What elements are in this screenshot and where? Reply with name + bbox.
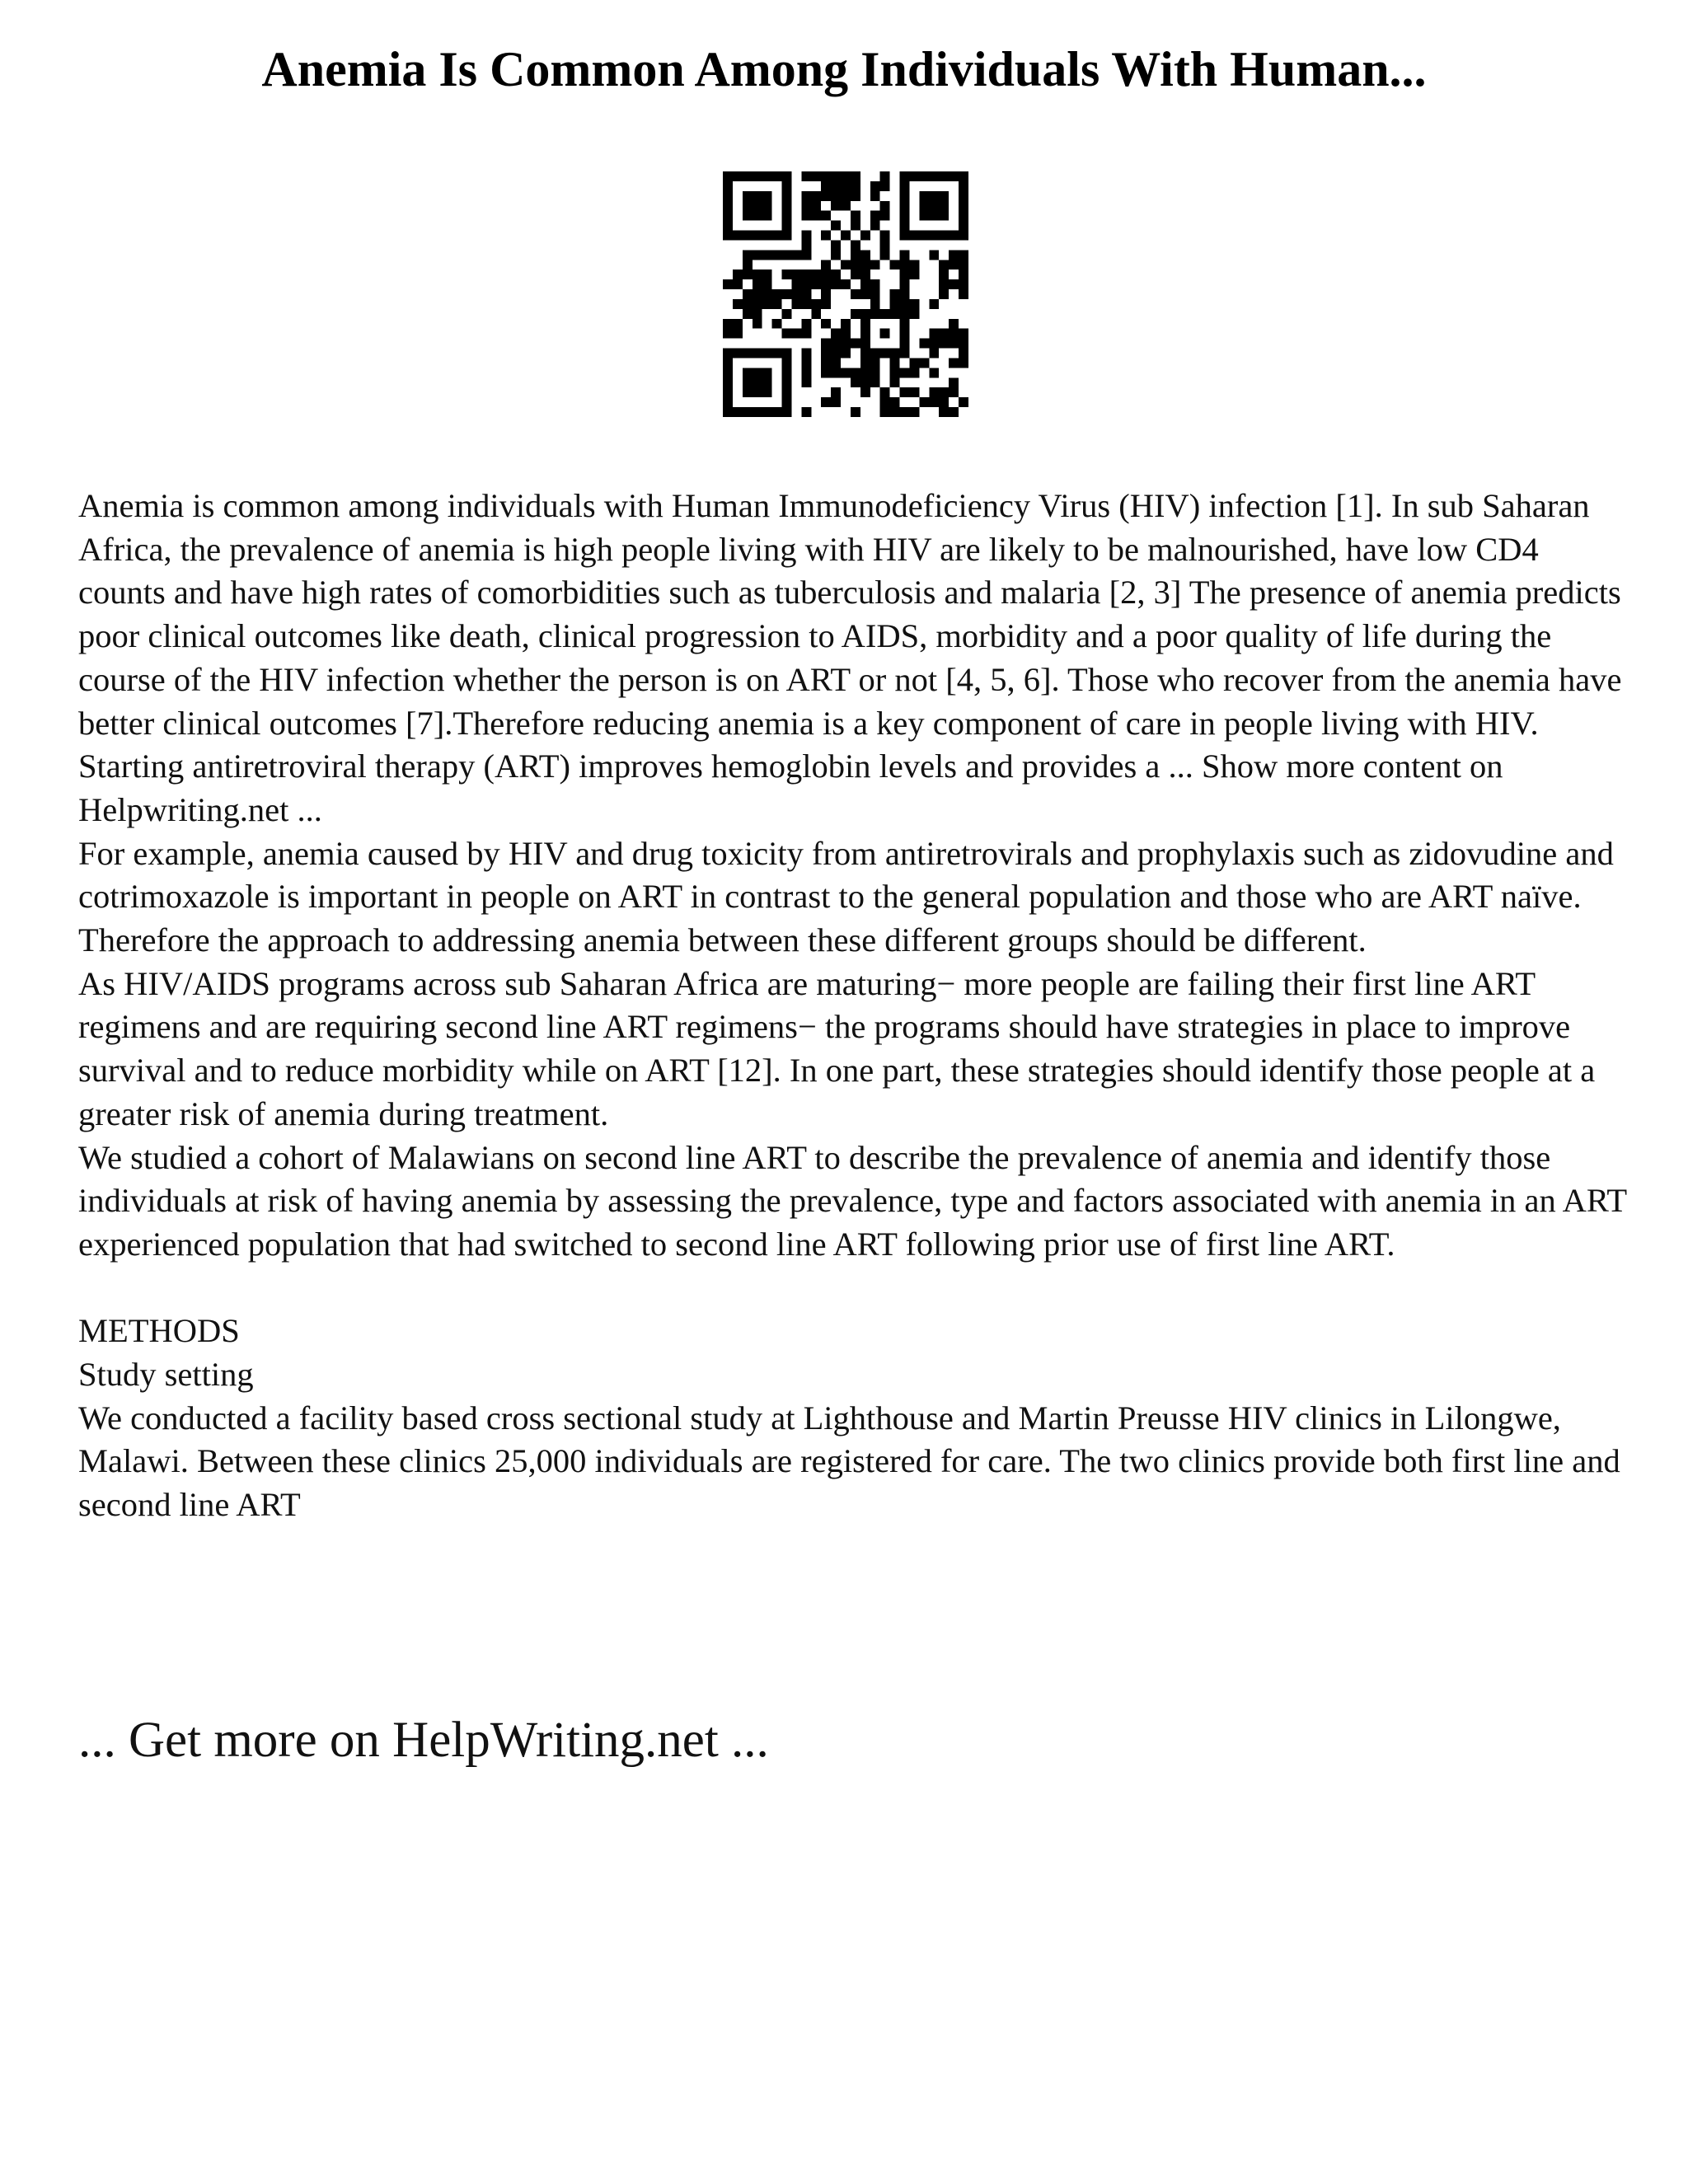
- paragraph-programs: As HIV/AIDS programs across sub Saharan Africa are maturing− more people are failing their first line ART regimens and are requiring second line ART regimens− the programs should have strategies in place to improve survival and to reduce morbidity while on ART [12]. In one part, these strategies should identify those people at a greater risk of anemia during treatment.: [78, 964, 1596, 1132]
- paragraph-cohort: We studied a cohort of Malawians on second line ART to describe the prevalence of anemia and identify those individuals at risk of having anemia by assessing the prevalence, type and factors associated with anemia in an ART experienced population that had switched to second line ART following prior use of first line ART.: [78, 1138, 1627, 1263]
- study-setting-subheading: Study setting: [78, 1356, 254, 1394]
- paragraph-intro: Anemia is common among individuals with Human Immunodeficiency Virus (HIV) infection [1]. In sub Saharan Africa, the prevalence of anemia is high people living with HIV are likely to be malnourished, have low CD4 counts and have high rates of comorbidities such as tuberculosis and malaria [2, 3] The presence of anemia predicts poor clinical outcomes like death, clinical progression to AIDS, morbidity and a poor quality of life during the course of the HIV infection whether the person is on ART or not [4, 5, 6]. Those who recover from the anemia have better clinical outcomes [7].Therefore reducing anemia is a key component of care in people living with HIV.: [78, 487, 1622, 742]
- qr-code-icon: [723, 171, 968, 417]
- page-title: Anemia Is Common Among Individuals With Human...: [261, 42, 1427, 96]
- paragraph-methods: We conducted a facility based cross sectional study at Lighthouse and Martin Preusse HIV clinics in Lilongwe, Malawi. Between these clinics 25,000 individuals are registered for care. The two clinics provide both first line and second line ART: [78, 1399, 1620, 1524]
- article-body: [78, 485, 1628, 1527]
- methods-heading: METHODS: [78, 1312, 240, 1350]
- paragraph-gap: [78, 1267, 1628, 1310]
- paragraph-example: For example, anemia caused by HIV and drug toxicity from antiretrovirals and prophylaxis such as zidovudine and cotrimoxazole is important in people on ART in contrast to the general population and those who are ART naïve. Therefore the approach to addressing anemia between these different groups should be different.: [78, 834, 1614, 959]
- paragraph-art-teaser: Starting antiretroviral therapy (ART) improves hemoglobin levels and provides a ... Show more content on Helpwriting.net ...: [78, 748, 1503, 828]
- get-more-link[interactable]: ... Get more on HelpWriting.net ...: [78, 1713, 769, 1768]
